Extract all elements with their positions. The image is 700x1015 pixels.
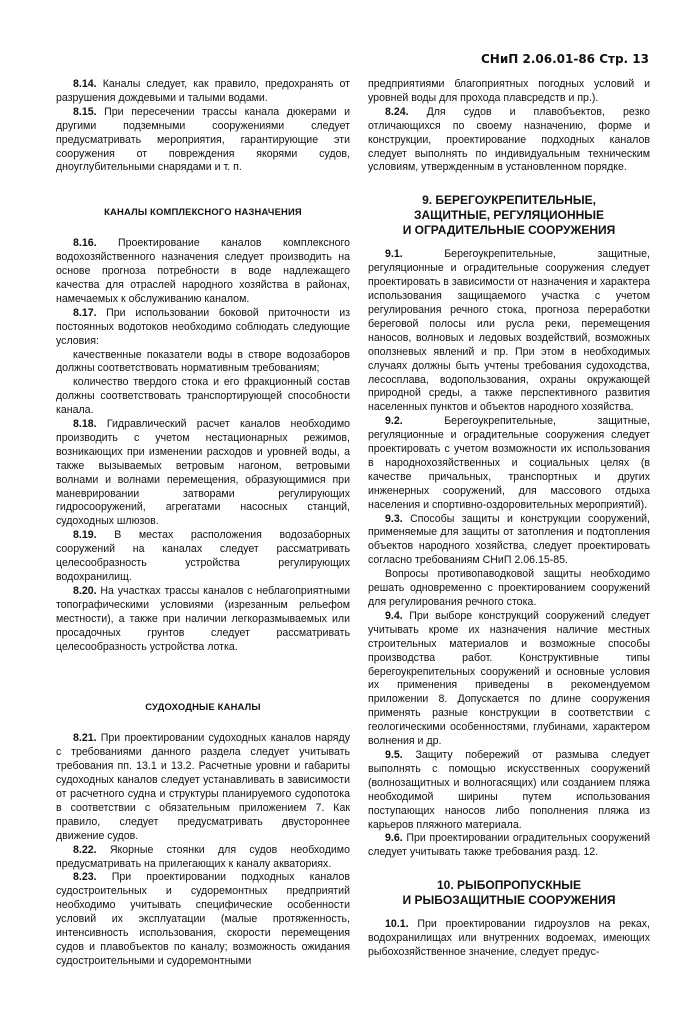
heading-line: 10. РЫБОПРОПУСКНЫЕ bbox=[436, 878, 582, 893]
paragraph-9-3 bbox=[368, 513, 650, 569]
paragraph-text: На участках трассы каналов с неблагоприятными топографическими условиями (изрезанным рельефом местности), а также при наличии легкоразмываемых или просадочных грунтов следует рассматривать целесообразность устройства лотка. bbox=[56, 584, 350, 653]
clause-number: 9.5. bbox=[385, 748, 403, 761]
paragraph-9-4 bbox=[368, 610, 650, 749]
paragraph-text: Берегоукрепительные, защитные, регуляционные и оградительные сооружения следует проектировать в зависимости от назначения и характера использования защищаемого участка с учетом регулирования речного стока, прогноза переработки береговой полосы или русла реки, перемещения наносов, волновых и ледовых воздействий, возможных оползневых явлений и пр. При этом в необходимых случаях должны быть учтены требования судоходства, лесосплава, водопользования, охраны окружающей природной среды, а также перспективного развития населенных пунктов и объектов народного хозяйства. bbox=[368, 248, 650, 414]
paragraph-text: Якорные стоянки для судов необходимо предусматривать на прилегающих к каналу акваториях. bbox=[56, 843, 350, 870]
paragraph-8-24 bbox=[368, 106, 650, 176]
paragraph-continuation: предприятиями благоприятных погодных условий и уровней воды для прохода плавсредств и пр.). bbox=[368, 78, 650, 104]
clause-number: 9.2. bbox=[385, 415, 403, 428]
heading-line: И ОГРАДИТЕЛЬНЫЕ СООРУЖЕНИЯ bbox=[402, 223, 616, 238]
paragraph-9-6 bbox=[368, 832, 650, 860]
heading-line: 9. БЕРЕГОУКРЕПИТЕЛЬНЫЕ, bbox=[422, 193, 596, 208]
paragraph-9-5 bbox=[368, 749, 650, 832]
clause-number: 8.22. bbox=[73, 843, 97, 856]
clause-number: 8.24. bbox=[385, 105, 409, 118]
section-heading-complex-canals: КАНАЛЫ КОМПЛЕКСНОГО НАЗНАЧЕНИЯ bbox=[104, 206, 302, 218]
clause-number: 10.1. bbox=[385, 918, 409, 931]
paragraph-8-14 bbox=[56, 78, 350, 106]
paragraph-9-2 bbox=[368, 415, 650, 512]
paragraph-text: Защиту побережий от размыва следует выполнять с помощью искусственных сооружений (волнозащитных и волногасящих) или созданием пляжа необходимой ширины путем использования поступающих наносов либо пополнения пляжа из карьеров пляжного материала. bbox=[368, 748, 650, 831]
paragraph-8-23 bbox=[56, 871, 350, 968]
paragraph-flood-protection: Вопросы противопаводковой защиты необходимо решать одновременно с проектированием сооружений для регулирования речного стока. bbox=[368, 568, 650, 608]
paragraph-text: При использовании боковой приточности из постоянных водотоков необходимо соблюдать следующие условия: bbox=[56, 306, 350, 347]
list-item-quality: качественные показатели воды в створе водозаборов должны соответствовать нормативным требованиям; bbox=[56, 348, 350, 375]
paragraph-text: При проектировании подходных каналов судостроительных и судоремонтных предприятий необходимо учитывать специфические особенности условий их эксплуатации (малые протяженность, интенсивность использования, скорости перемещения судов и плавобъектов по каналу; возможность ожидания судостроительными и судоремонтными bbox=[56, 871, 350, 967]
paragraph-text: Для судов и плавобъектов, резко отличающихся по своему назначению, форме и конструкции, проектирование подходных каналов следует выполнять по индивидуальным техническим условиям, утвержденным в установленном порядке. bbox=[368, 105, 650, 174]
paragraph-8-15 bbox=[56, 106, 350, 176]
paragraph-text: Способы защиты и конструкции сооружений, применяемые для защиты от затопления и подтопления объектов народного хозяйства, следует проектировать согласно требованиям СНиП 2.06.15-85. bbox=[368, 512, 650, 567]
section-heading-9 bbox=[368, 193, 650, 238]
clause-number: 9.4. bbox=[385, 609, 403, 622]
left-column bbox=[56, 78, 350, 969]
list-item-sediment: количество твердого стока и его фракционный состав должны соответствовать транспортирующей способности канала. bbox=[56, 376, 350, 417]
clause-number: 8.23. bbox=[73, 871, 97, 884]
clause-number: 8.16. bbox=[73, 237, 97, 250]
paragraph-8-16 bbox=[56, 237, 350, 307]
paragraph-text: При выборе конструкций сооружений следует учитывать кроме их назначения наличие местных строительных материалов и возможные способы производства работ. Конструктивные типы берегоукрепительных сооружений и основные условия их применения приведены в рекомендуемом приложении 8. Допускается по длине сооружения применять разные конструкции в соответствии с геологическими особенностями, глубинами, характером волнения и др. bbox=[368, 609, 650, 748]
clause-number: 8.19. bbox=[73, 529, 97, 542]
page-header: СНиП 2.06.01-86 Стр. 13 bbox=[481, 52, 649, 66]
clause-number: 9.6. bbox=[385, 832, 403, 845]
clause-number: 8.17. bbox=[73, 306, 97, 319]
paragraph-8-19 bbox=[56, 529, 350, 585]
heading-line: ЗАЩИТНЫЕ, РЕГУЛЯЦИОННЫЕ bbox=[413, 208, 605, 223]
paragraph-text: В местах расположения водозаборных сооружений на каналах следует рассматривать целесообразность устройства регулирующих водохранилищ. bbox=[56, 529, 350, 583]
paragraph-text: При проектировании оградительных сооружений следует учитывать также требования разд. 12. bbox=[368, 832, 650, 859]
paragraph-10-1 bbox=[368, 918, 650, 960]
paragraph-8-21 bbox=[56, 732, 350, 843]
paragraph-8-20 bbox=[56, 585, 350, 655]
clause-number: 9.1. bbox=[385, 248, 403, 261]
paragraph-8-22 bbox=[56, 844, 350, 872]
paragraph-9-1 bbox=[368, 248, 650, 415]
clause-number: 8.14. bbox=[73, 78, 97, 90]
section-heading-10 bbox=[368, 878, 650, 908]
clause-number: 8.20. bbox=[73, 584, 97, 597]
clause-number: 9.3. bbox=[385, 512, 403, 525]
paragraph-text: При проектировании гидроузлов на реках, водохранилищах или внутренних водоемах, имеющих рыбохозяйственное значение, следует предус- bbox=[368, 918, 650, 959]
paragraph-text: При пересечении трассы канала дюкерами и другими подземными сооружениями следует предусматривать мероприятия, гарантирующие эти сооружения от повреждения якорями судов, дноуглубительными снарядами и т. п. bbox=[56, 105, 351, 174]
paragraph-8-18 bbox=[56, 418, 350, 529]
paragraph-text: Берегоукрепительные, защитные, регуляционные и оградительные сооружения следует проектировать с учетом возможности их использования в народнохозяйственных и социальных целях (в качестве причальных, транспортных и других инженерных сооружений, для массового отдыха населения и спортивно-оздоровительных мероприятий). bbox=[368, 415, 650, 511]
clause-number: 8.18. bbox=[73, 418, 97, 431]
clause-number: 8.15. bbox=[73, 105, 97, 118]
right-column bbox=[368, 78, 650, 960]
paragraph-text: При проектировании судоходных каналов наряду с требованиями данного раздела следует учитывать требования пп. 13.1 и 13.2. Расчетные уровни и габариты судоходных каналов следует устанавливать в зависимости от расчетного судна и структуры планируемого судопотока в соответствии с обязательным приложением 7. Как правило, следует предусматривать двустороннее движение судов. bbox=[56, 732, 350, 842]
paragraph-8-17 bbox=[56, 307, 350, 349]
heading-line: И РЫБОЗАЩИТНЫЕ СООРУЖЕНИЯ bbox=[402, 893, 616, 908]
clause-number: 8.21. bbox=[73, 732, 97, 745]
paragraph-text: Каналы следует, как правило, предохранять от разрушения дождевыми и талыми водами. bbox=[56, 78, 350, 104]
paragraph-text: Гидравлический расчет каналов необходимо производить с учетом нестационарных режимов, возникающих при изменении расходов и уровней воды, а также вызываемых ветровым нагоном, ветровыми волнами и волнами перемещения, образующимися при маневрировании затворами регулирующих гидросооружений, агрегатами насосных станций, судоходных шлюзов. bbox=[56, 418, 350, 528]
paragraph-text: Проектирование каналов комплексного водохозяйственного назначения следует производить на основе прогноза потребности в воде надлежащего качества для отраслей народного хозяйства в районах, намечаемых к обслуживанию каналом. bbox=[56, 237, 350, 305]
section-heading-navigable-canals: СУДОХОДНЫЕ КАНАЛЫ bbox=[145, 701, 261, 713]
